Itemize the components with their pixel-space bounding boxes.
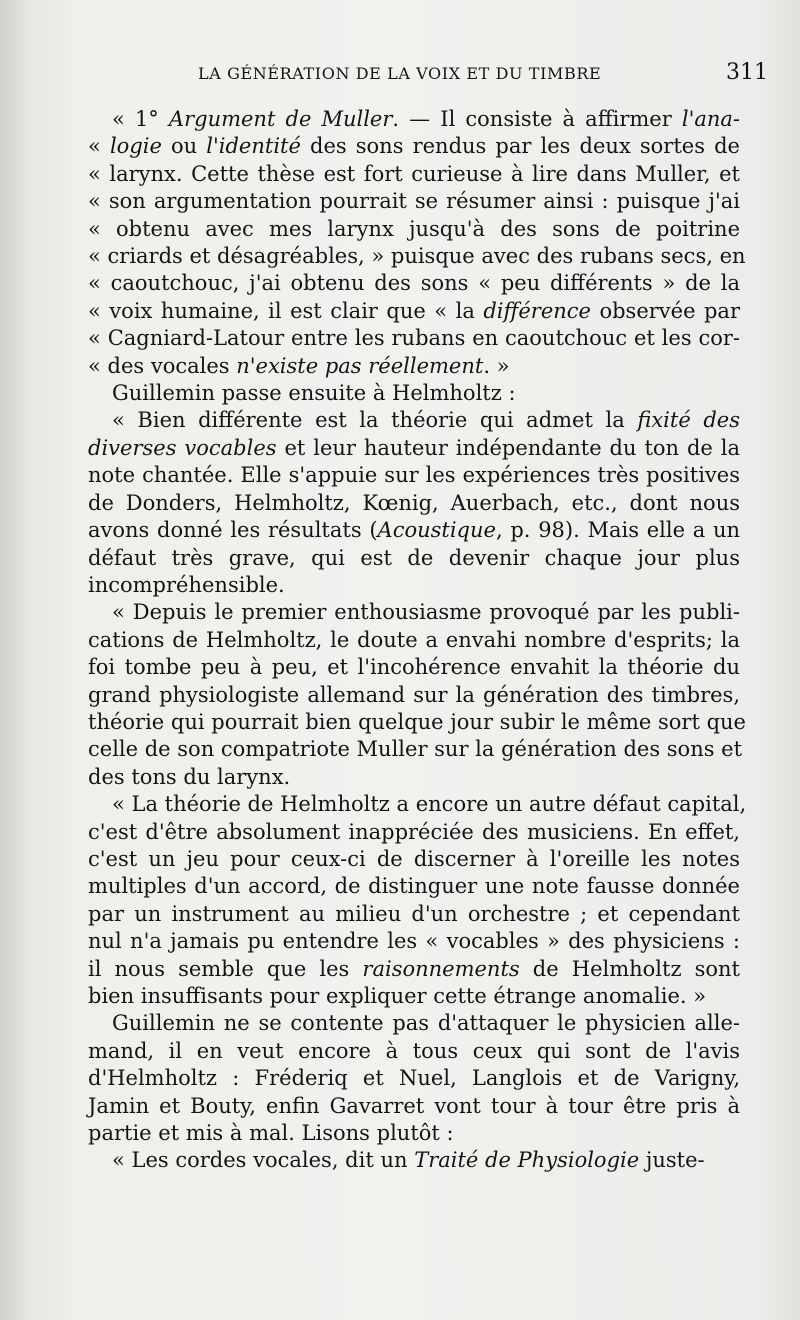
italic-run: l'identité <box>206 134 301 159</box>
text-run: ou <box>161 134 207 159</box>
text-run: c'est un jeu pour ceux-ci de discerner à l'oreille les notes <box>88 846 740 871</box>
text-line <box>88 490 740 517</box>
text-run: « Depuis le premier enthousiasme provoqué par les publi- <box>112 600 740 625</box>
text-run: observée par <box>590 298 740 323</box>
body-text <box>88 106 747 1175</box>
text-line <box>88 161 740 188</box>
text-line <box>88 517 740 544</box>
paragraph <box>88 106 746 380</box>
text-line <box>88 654 740 681</box>
italic-run: Argument de Muller <box>168 107 393 131</box>
text-line <box>88 1038 740 1065</box>
text-run: multiples d'un accord, de distinguer une note fausse donnée <box>88 874 740 899</box>
text-run: par un instrument au milieu d'un orchestre ; et cependant <box>88 901 740 926</box>
text-run: c'est d'être absolument inappréciée des musiciens. En effet, <box>88 819 740 844</box>
text-line <box>88 216 740 243</box>
text-run: . » <box>483 353 510 378</box>
text-run: « larynx. Cette thèse est fort curieuse à lire dans Muller, et <box>88 161 740 186</box>
text-run: juste- <box>639 1148 705 1173</box>
text-run: celle de son compatriote Muller sur la génération des sons et <box>88 737 743 762</box>
text-line <box>88 188 740 215</box>
text-run: mand, il en veut encore à tous ceux qui sont de l'avis <box>88 1038 740 1063</box>
text-run: défaut très grave, qui est de devenir chaque jour plus <box>88 545 740 570</box>
page-number: 311 <box>726 60 768 85</box>
text-line <box>88 736 743 763</box>
italic-run: Traité de Physiologie <box>414 1148 640 1173</box>
text-run: « La théorie de Helmholtz a encore un autre défaut capital, <box>112 792 747 817</box>
text-line <box>88 599 740 626</box>
text-line <box>88 1120 740 1147</box>
text-line <box>88 545 740 572</box>
text-line <box>88 873 740 900</box>
text-run: d'Helmholtz : Fréderiq et Nuel, Langlois et de Varigny, <box>88 1066 740 1091</box>
text-run: nul n'a jamais pu entendre les « vocables » des physiciens : <box>88 929 740 954</box>
text-line <box>88 983 740 1010</box>
text-run: grand physiologiste allemand sur la génération des timbres, <box>88 682 740 707</box>
paragraph <box>88 380 740 407</box>
text-run: partie et mis à mal. Lisons plutôt : <box>88 1121 454 1146</box>
text-line <box>88 956 740 983</box>
text-run: , p. 98). Mais elle a un <box>495 518 741 543</box>
text-line <box>88 106 740 133</box>
text-line <box>88 627 740 654</box>
text-line <box>88 407 740 434</box>
text-run: de Helmholtz sont <box>519 956 740 981</box>
text-run: « Bien différente est la théorie qui admet la <box>112 408 638 433</box>
text-run: « <box>88 134 110 159</box>
text-run: . — Il consiste à affirmer <box>392 107 682 131</box>
paragraph <box>88 599 746 791</box>
text-line <box>88 298 740 325</box>
text-run: des sons rendus par les deux sortes de <box>300 134 740 159</box>
text-line <box>88 435 740 462</box>
text-line <box>88 901 740 928</box>
text-run: bien insuffisants pour expliquer cette étrange anomalie. » <box>88 984 707 1008</box>
italic-run: fixité des <box>637 408 740 433</box>
text-run: de Donders, Helmholtz, Kœnig, Auerbach, etc., dont nous <box>88 490 740 515</box>
running-head <box>88 60 768 90</box>
text-run: foi tombe peu à peu, et l'incohérence envahit la théorie du <box>88 655 740 680</box>
text-run: « Les cordes vocales, dit un <box>112 1148 415 1173</box>
text-line <box>88 353 740 380</box>
text-line <box>88 682 740 709</box>
italic-run: raisonnements <box>362 956 520 981</box>
text-line <box>88 928 740 955</box>
text-run: des tons du larynx. <box>88 764 291 789</box>
text-line <box>88 709 746 736</box>
paragraph <box>88 1010 740 1147</box>
text-line <box>88 846 740 873</box>
text-run: note chantée. Elle s'appuie sur les expériences très positives <box>88 463 740 488</box>
text-line <box>88 380 740 407</box>
text-run: « 1° <box>112 107 169 131</box>
text-line <box>88 1093 740 1120</box>
text-run: avons donné les résultats ( <box>88 518 378 543</box>
text-line <box>88 572 740 599</box>
text-run: Guillemin passe ensuite à Helmholtz : <box>112 381 516 406</box>
text-run: Guillemin ne se contente pas d'attaquer le physicien alle- <box>112 1011 740 1036</box>
text-line <box>88 462 740 489</box>
text-line <box>88 270 740 297</box>
text-line <box>88 819 740 846</box>
text-line <box>88 243 746 270</box>
text-run: « voix humaine, il est clair que « la <box>88 298 484 323</box>
text-line <box>88 1065 740 1092</box>
text-run: « criards et désagréables, » puisque avec des rubans secs, en <box>88 244 746 269</box>
text-run: et leur hauteur indépendante du ton de la <box>276 435 740 460</box>
text-run: incompréhensible. <box>88 572 285 597</box>
running-title: LA GÉNÉRATION DE LA VOIX ET DU TIMBRE <box>198 64 602 83</box>
italic-run: différence <box>483 298 591 323</box>
paragraph <box>88 1147 740 1174</box>
italic-run: logie <box>109 134 162 159</box>
italic-run: diverses vocables <box>88 435 277 460</box>
paragraph <box>88 791 747 1010</box>
text-line <box>88 133 740 160</box>
text-run: théorie qui pourrait bien quelque jour subir le même sort que <box>88 709 746 734</box>
text-run: « obtenu avec mes larynx jusqu'à des sons de poitrine <box>88 216 740 241</box>
text-run: « Cagniard-Latour entre les rubans en caoutchouc et les cor- <box>88 326 740 351</box>
text-run: cations de Helmholtz, le doute a envahi nombre d'esprits; la <box>88 627 740 652</box>
text-line <box>88 325 740 352</box>
text-line <box>88 1147 740 1174</box>
text-run: Jamin et Bouty, enfin Gavarret vont tour à tour être pris à <box>88 1093 740 1118</box>
text-line <box>88 791 747 818</box>
italic-run: n'existe pas réellement <box>236 353 484 378</box>
italic-run: Acoustique <box>377 518 496 543</box>
text-line <box>88 764 740 791</box>
text-run: il nous semble que les <box>88 956 363 981</box>
text-run: « son argumentation pourrait se résumer ainsi : puisque j'ai <box>88 189 740 214</box>
text-run: « caoutchouc, j'ai obtenu des sons « peu différents » de la <box>88 271 740 296</box>
text-run: « des vocales <box>88 353 237 378</box>
italic-run: l'ana- <box>681 107 741 131</box>
paragraph <box>88 407 740 599</box>
text-line <box>88 1010 740 1037</box>
